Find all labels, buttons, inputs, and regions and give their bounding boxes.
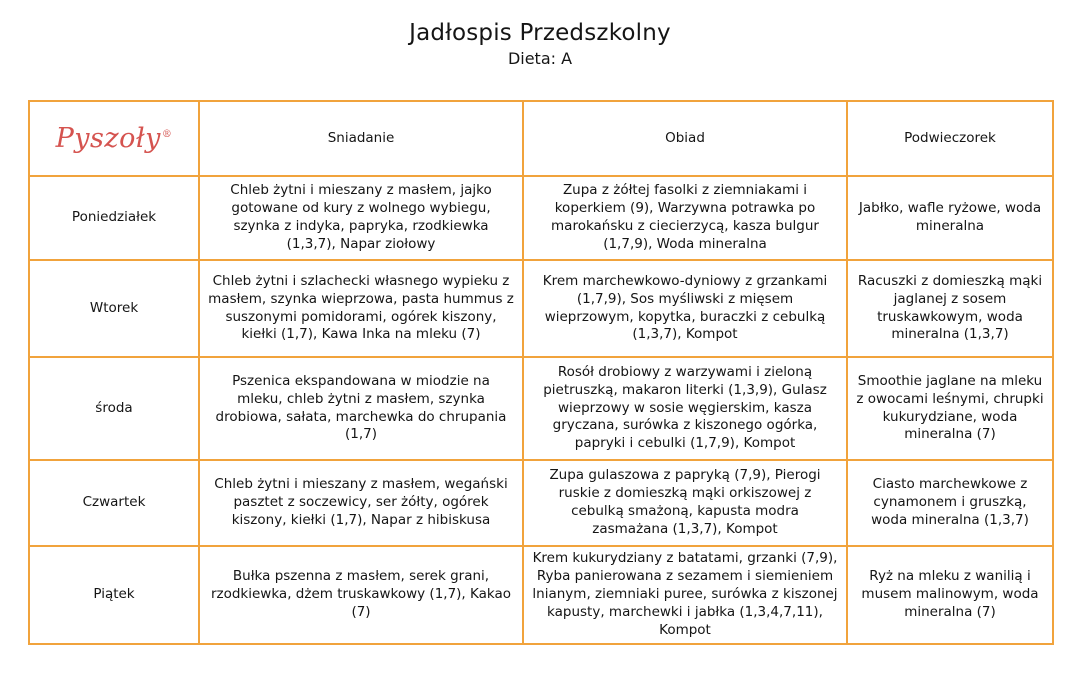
breakfast-cell: Chleb żytni i mieszany z masłem, wegański pasztet z soczewicy, ser żółty, ogórek kiszony, kiełki (1,7), Napar z hibiskusa — [199, 460, 523, 546]
breakfast-cell: Chleb żytni i szlachecki własnego wypieku z masłem, szynka wieprzowa, pasta hummus z suszonymi pomidorami, ogórek kiszony, kiełki (1,7), Kawa Inka na mleku (7) — [199, 260, 523, 357]
logo-text: Pyszoły — [55, 122, 161, 154]
snack-cell: Ciasto marchewkowe z cynamonem i gruszką, woda mineralna (1,3,7) — [847, 460, 1053, 546]
table-header-row — [29, 101, 1053, 176]
page-title: Jadłospis Przedszkolny — [409, 20, 671, 46]
day-cell: Poniedziałek — [29, 176, 199, 260]
breakfast-cell: Bułka pszenna z masłem, serek grani, rzodkiewka, dżem truskawkowy (1,7), Kakao (7) — [199, 546, 523, 644]
day-cell: Czwartek — [29, 460, 199, 546]
column-header-dinner: Obiad — [523, 101, 847, 176]
table-row-thursday — [29, 460, 1053, 546]
column-header-snack: Podwieczorek — [847, 101, 1053, 176]
page-subtitle: Dieta: A — [507, 49, 573, 68]
document-header — [0, 20, 1080, 68]
logo-cell — [29, 101, 199, 176]
day-cell: Wtorek — [29, 260, 199, 357]
registered-trademark-icon: ® — [161, 128, 173, 140]
table-row-wednesday — [29, 357, 1053, 460]
snack-cell: Racuszki z domieszką mąki jaglanej z sosem truskawkowym, woda mineralna (1,3,7) — [847, 260, 1053, 357]
weekly-menu-table — [28, 100, 1054, 645]
pyszoty-logo — [56, 123, 173, 154]
breakfast-cell: Pszenica ekspandowana w miodzie na mleku, chleb żytni z masłem, szynka drobiowa, sałata, marchewka do chrupania (1,7) — [199, 357, 523, 460]
table-row-tuesday — [29, 260, 1053, 357]
day-cell: środa — [29, 357, 199, 460]
dinner-cell: Rosół drobiowy z warzywami i zieloną pietruszką, makaron literki (1,3,9), Gulasz wieprzowy w sosie węgierskim, kasza gryczana, surówka z kiszonego ogórka, papryki i cebulki (1,7,9), Kompot — [523, 357, 847, 460]
table-row-friday — [29, 546, 1053, 644]
dinner-cell: Krem marchewkowo-dyniowy z grzankami (1,7,9), Sos myśliwski z mięsem wieprzowym, kopytka, buraczki z cebulką (1,3,7), Kompot — [523, 260, 847, 357]
column-header-breakfast: Sniadanie — [199, 101, 523, 176]
dinner-cell: Zupa gulaszowa z papryką (7,9), Pierogi ruskie z domieszką mąki orkiszowej z cebulką smażoną, kapusta modra zasmażana (1,3,7), Kompot — [523, 460, 847, 546]
snack-cell: Smoothie jaglane na mleku z owocami leśnymi, chrupki kukurydziane, woda mineralna (7) — [847, 357, 1053, 460]
dinner-cell: Zupa z żółtej fasolki z ziemniakami i koperkiem (9), Warzywna potrawka po marokańsku z ciecierzycą, kasza bulgur (1,7,9), Woda mineralna — [523, 176, 847, 260]
breakfast-cell: Chleb żytni i mieszany z masłem, jajko gotowane od kury z wolnego wybiegu, szynka z indyka, papryka, rzodkiewka (1,3,7), Napar ziołowy — [199, 176, 523, 260]
snack-cell: Jabłko, wafle ryżowe, woda mineralna — [847, 176, 1053, 260]
snack-cell: Ryż na mleku z wanilią i musem malinowym, woda mineralna (7) — [847, 546, 1053, 644]
table-row-monday — [29, 176, 1053, 260]
dinner-cell: Krem kukurydziany z batatami, grzanki (7,9), Ryba panierowana z sezamem i siemieniem lnianym, ziemniaki puree, surówka z kiszonej kapusty, marchewki i jabłka (1,3,4,7,11), Kompot — [523, 546, 847, 644]
day-cell: Piątek — [29, 546, 199, 644]
